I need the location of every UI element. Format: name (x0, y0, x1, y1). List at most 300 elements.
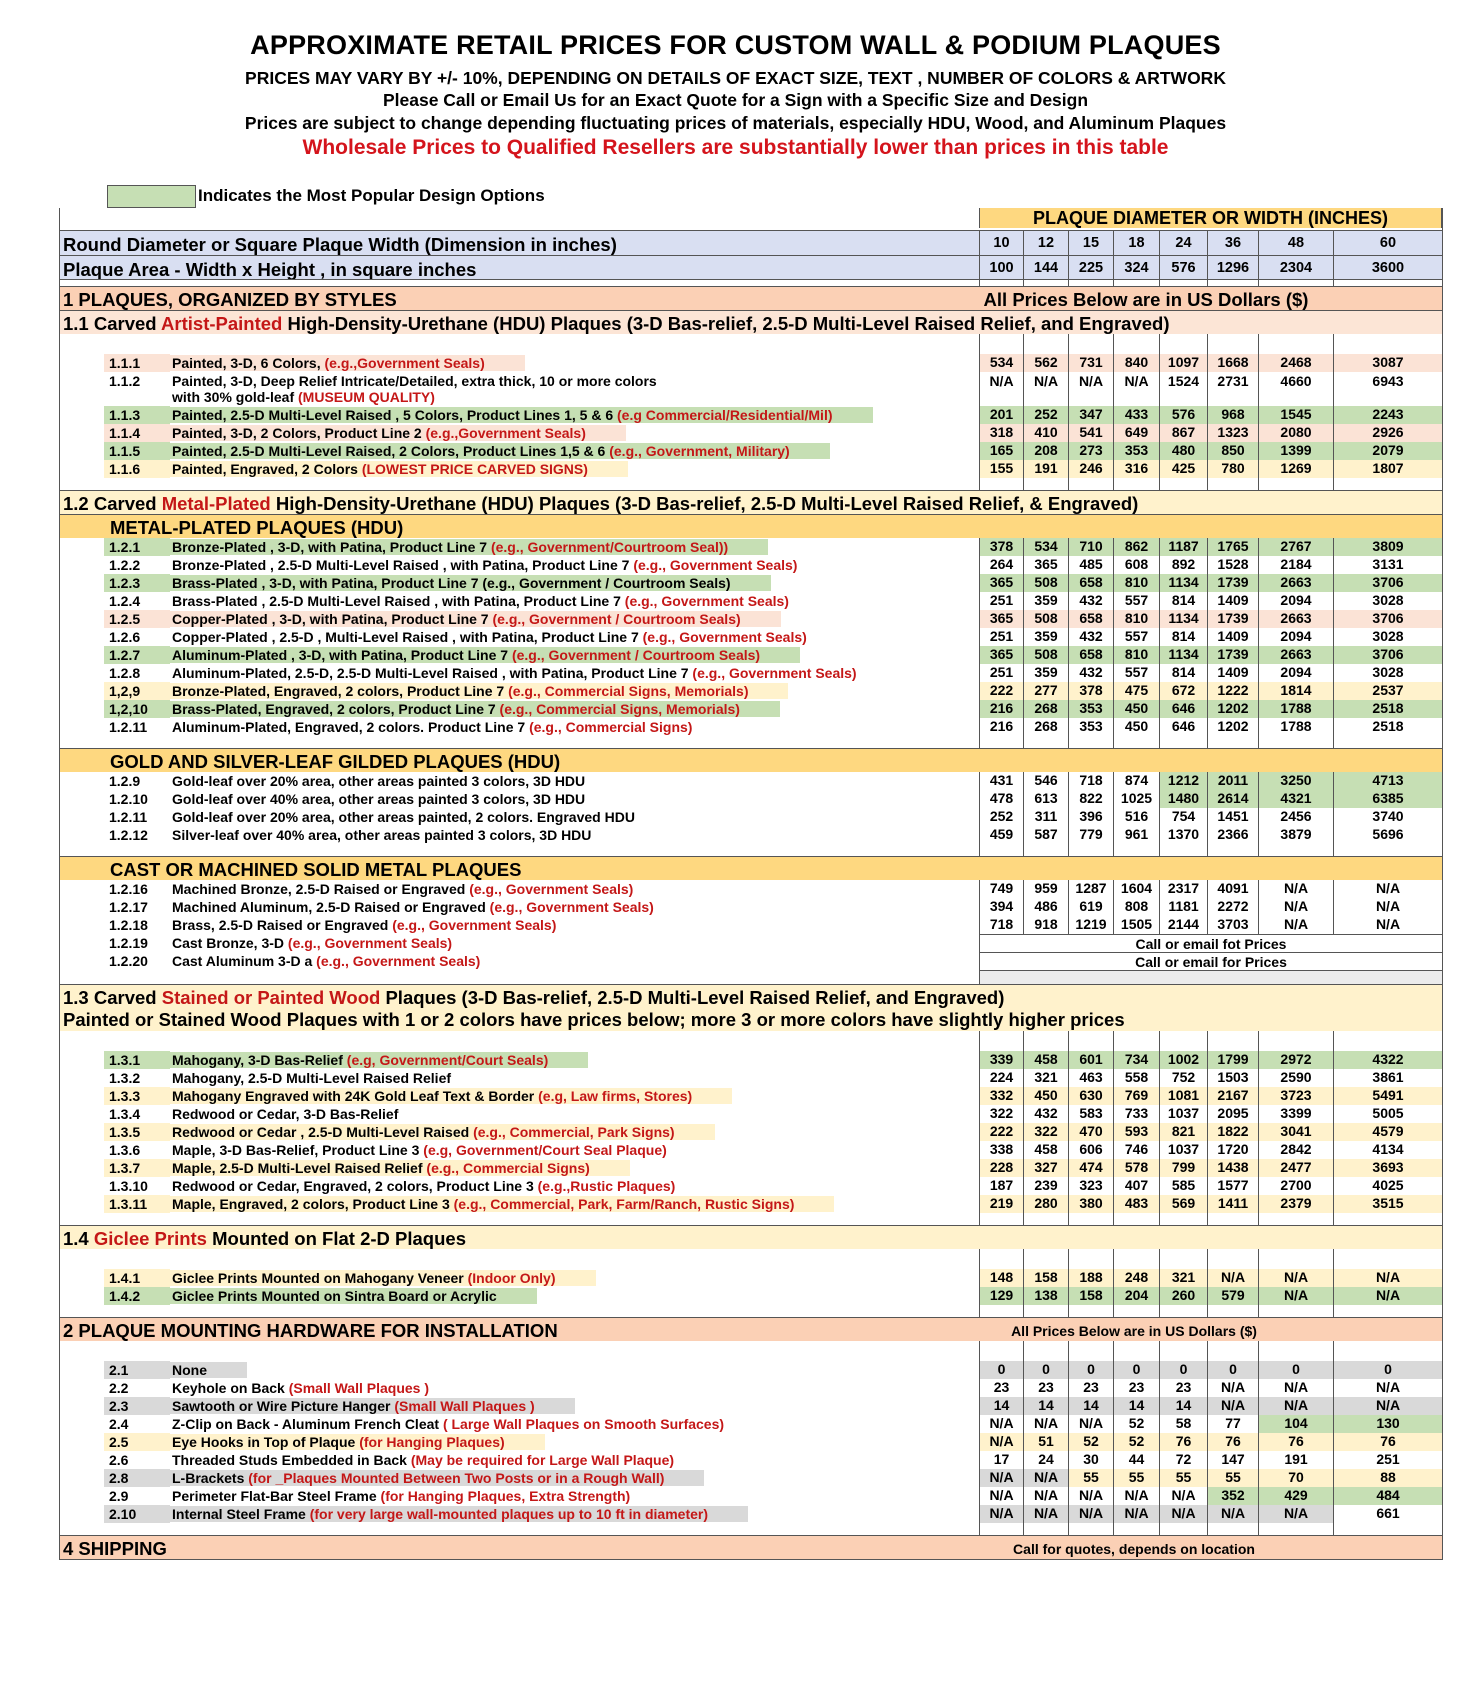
value-cells (979, 1451, 1442, 1469)
description-example: (e.g., Government Seals) (469, 881, 634, 897)
value-cells (979, 970, 1442, 984)
price-cell: 2379 (1258, 1195, 1333, 1213)
price-cell: 1269 (1258, 460, 1333, 478)
price-cell: 332 (979, 1087, 1023, 1105)
price-cell: 516 (1113, 808, 1159, 826)
price-cell: 821 (1159, 1123, 1207, 1141)
value-cells (979, 592, 1442, 610)
price-cell: 541 (1068, 424, 1113, 442)
description-text: Painted, 2.5-D Multi-Level Raised, 2 Colors, Product Lines 1,5 & 6 (172, 443, 610, 459)
spacer-row (60, 1031, 1442, 1051)
price-cell: 1505 (1113, 916, 1159, 934)
empty-cell (1068, 1031, 1113, 1051)
empty-cell (979, 1523, 1023, 1535)
empty-cell (979, 736, 1023, 748)
value-cells (979, 736, 1442, 748)
price-cell: 2537 (1333, 682, 1442, 700)
price-cell: 52 (1068, 1433, 1113, 1451)
table-row (60, 372, 1442, 406)
item-description (170, 827, 631, 843)
price-cell: 1134 (1159, 574, 1207, 592)
price-cell: N/A (1258, 1379, 1333, 1397)
value-cells (979, 1433, 1442, 1451)
price-cell: 2663 (1258, 610, 1333, 628)
empty-cell (979, 1305, 1023, 1317)
section-label (63, 313, 1170, 334)
empty-cell (1333, 1213, 1442, 1225)
item-code: 1.3.7 (109, 1160, 141, 1176)
price-cell: 378 (1068, 682, 1113, 700)
price-cell: 273 (1068, 442, 1113, 460)
description-text: Mahogany, 3-D Bas-Relief (172, 1052, 347, 1068)
price-cell: 746 (1113, 1141, 1159, 1159)
description-example: (e.g., Commercial, Park, Farm/Ranch, Rustic Signs) (453, 1196, 795, 1212)
empty-cell (1068, 1523, 1113, 1535)
price-cell: 658 (1068, 610, 1113, 628)
price-cell: 24 (1023, 1451, 1068, 1469)
item-code: 1.2.19 (109, 935, 148, 951)
price-cell: N/A (1258, 916, 1333, 934)
value-cells (979, 1051, 1442, 1069)
table-row (60, 826, 1442, 844)
price-cell: N/A (1258, 898, 1333, 916)
empty-cell (1068, 334, 1113, 354)
empty-cell (1333, 1341, 1442, 1361)
price-cell: 4660 (1258, 372, 1333, 406)
section-label-highlight: Giclee Prints (93, 1228, 207, 1249)
price-cell: 321 (1159, 1269, 1207, 1287)
price-cell: 0 (1113, 1361, 1159, 1379)
value-cells (979, 1195, 1442, 1213)
value-cells (979, 844, 1442, 856)
empty-cell (1207, 1523, 1258, 1535)
table-row (60, 442, 1442, 460)
description-text: Painted, 2.5-D Multi-Level Raised , 5 Colors, Product Lines 1, 5 & 6 (172, 407, 617, 423)
price-cell: 450 (1023, 1087, 1068, 1105)
value-cells (979, 1397, 1442, 1415)
price-cell: 433 (1113, 406, 1159, 424)
price-cell: 1822 (1207, 1123, 1258, 1141)
item-code: 2.10 (109, 1506, 137, 1522)
price-cell: N/A (1113, 1505, 1159, 1523)
table-row (60, 1269, 1442, 1287)
empty-cell (1113, 1523, 1159, 1535)
item-code: 1.2.5 (109, 611, 141, 627)
header-cell: 12 (1023, 231, 1068, 255)
price-cell: 246 (1068, 460, 1113, 478)
price-cell: N/A (1113, 372, 1159, 406)
price-cell: 52 (1113, 1415, 1159, 1433)
price-cell: 23 (1023, 1379, 1068, 1397)
empty-cell (979, 970, 1442, 984)
description-example: (e.g., Government Seals) (633, 557, 798, 573)
description-text: Aluminum-Plated, 2.5-D, 2.5-D Multi-Level Raised , with Patina, Product Line 7 (172, 665, 693, 681)
value-cells (979, 1141, 1442, 1159)
price-cell: 3861 (1333, 1069, 1442, 1087)
price-cell: 0 (1258, 1361, 1333, 1379)
price-cell: 138 (1023, 1287, 1068, 1305)
empty-cell (1159, 1031, 1207, 1051)
price-cell: 224 (979, 1069, 1023, 1087)
price-cell: N/A (979, 1505, 1023, 1523)
diameter-header-row (60, 208, 1442, 230)
item-code: 1.3.11 (109, 1196, 148, 1212)
item-description (170, 1288, 537, 1304)
price-cell: 2518 (1333, 700, 1442, 718)
header-cell: 36 (1207, 231, 1258, 255)
table-row (60, 1451, 1442, 1469)
subtitle-quote: Please Call or Email Us for an Exact Quote for a Sign with a Specific Size and Design (382, 90, 1089, 110)
section-1-1-header (60, 310, 1442, 334)
description-example: (e.g., Government Seals) (287, 935, 453, 951)
price-cell: 0 (1333, 1361, 1442, 1379)
price-cell: N/A (1023, 1469, 1068, 1487)
item-description (170, 1270, 596, 1286)
item-code: 2.1 (109, 1362, 129, 1378)
price-cell: 228 (979, 1159, 1023, 1177)
price-cell: N/A (1068, 1487, 1113, 1505)
price-cell: 23 (1113, 1379, 1159, 1397)
price-cell: 4321 (1258, 790, 1333, 808)
empty-cell (1023, 1305, 1068, 1317)
price-cell: 264 (979, 556, 1023, 574)
header-cell: 18 (1113, 231, 1159, 255)
price-cell: 672 (1159, 682, 1207, 700)
section-label-prefix: 1.3 Carved (63, 987, 162, 1008)
price-cell: 353 (1068, 700, 1113, 718)
price-cell: 1287 (1068, 880, 1113, 898)
empty-cell (1023, 1249, 1068, 1269)
call-for-prices: Call or email fot Prices (979, 934, 1442, 952)
table-row (60, 610, 1442, 628)
empty-cell (1068, 736, 1113, 748)
description-text: Giclee Prints Mounted on Sintra Board or Acrylic (172, 1288, 497, 1304)
price-cell: 710 (1068, 538, 1113, 556)
header-cell: 324 (1113, 256, 1159, 279)
description-text: Painted, 3-D, Deep Relief Intricate/Detailed, extra thick, 10 or more colors (172, 373, 657, 389)
header-cell: 225 (1068, 256, 1113, 279)
description-text: Cast Bronze, 3-D (172, 935, 288, 951)
section-label: 2 PLAQUE MOUNTING HARDWARE FOR INSTALLATION (63, 1320, 558, 1341)
price-cell: N/A (1333, 916, 1442, 934)
price-cell: 1134 (1159, 610, 1207, 628)
value-cells (979, 952, 1442, 970)
price-cell: N/A (979, 1487, 1023, 1505)
price-cell: N/A (1023, 372, 1068, 406)
section-label-highlight: Artist-Painted (161, 313, 283, 334)
price-cell: 569 (1159, 1195, 1207, 1213)
price-cell: 3706 (1333, 646, 1442, 664)
price-cell: 459 (979, 826, 1023, 844)
header-cell: 1296 (1207, 256, 1258, 279)
price-cell: 808 (1113, 898, 1159, 916)
price-cell: N/A (1207, 1505, 1258, 1523)
description-example: (e.g., Government Seals) (489, 899, 654, 915)
empty-cell (1333, 736, 1442, 748)
price-cell: 749 (979, 880, 1023, 898)
price-cell: N/A (1159, 1487, 1207, 1505)
item-code: 1.2.10 (109, 791, 148, 807)
value-cells (979, 1213, 1442, 1225)
empty-cell (1207, 1031, 1258, 1051)
price-cell: 58 (1159, 1415, 1207, 1433)
price-cell: 432 (1068, 592, 1113, 610)
price-cell: 3028 (1333, 592, 1442, 610)
legend-swatch (107, 185, 196, 208)
item-description (170, 1416, 764, 1432)
description-text: Gold-leaf over 20% area, other areas painted 3 colors, 3D HDU (172, 773, 586, 789)
price-cell: 959 (1023, 880, 1068, 898)
price-cell: 458 (1023, 1141, 1068, 1159)
description-text: Internal Steel Frame (172, 1506, 310, 1522)
price-cell: 222 (979, 682, 1023, 700)
description-text: Painted, 3-D, 2 Colors, Product Line 2 (172, 425, 426, 441)
table-row (60, 1433, 1442, 1451)
table-row (60, 574, 1442, 592)
item-code: 1.2.16 (109, 881, 148, 897)
price-cell: 407 (1113, 1177, 1159, 1195)
item-code: 1.3.6 (109, 1142, 141, 1158)
price-cell: 1037 (1159, 1141, 1207, 1159)
price-cell: 359 (1023, 628, 1068, 646)
item-code: 1.3.4 (109, 1106, 141, 1122)
table-row (60, 1287, 1442, 1305)
price-cell: 649 (1113, 424, 1159, 442)
description-example: (e.g.,Government Seals) (425, 425, 586, 441)
description-text: Redwood or Cedar, Engraved, 2 colors, Product Line 3 (172, 1178, 538, 1194)
price-cell: 148 (979, 1269, 1023, 1287)
item-description (170, 611, 781, 627)
price-cell: N/A (1333, 1287, 1442, 1305)
section-label-highlight: Metal-Plated (161, 493, 271, 514)
value-cells (979, 372, 1442, 406)
section-label-prefix: 1.1 Carved (63, 313, 162, 334)
price-cell: N/A (1023, 1505, 1068, 1523)
legend-text: Indicates the Most Popular Design Options (198, 186, 545, 205)
item-code: 1.1.5 (109, 443, 141, 459)
price-cell: N/A (1068, 1505, 1113, 1523)
empty-cell (1023, 1031, 1068, 1051)
price-cell: 365 (979, 574, 1023, 592)
price-cell: 3693 (1333, 1159, 1442, 1177)
price-cell: 201 (979, 406, 1023, 424)
price-cell: 1202 (1207, 700, 1258, 718)
description-text: Silver-leaf over 40% area, other areas painted 3 colors, 3D HDU (172, 827, 592, 843)
empty-cell (1333, 478, 1442, 490)
price-cell: 1668 (1207, 354, 1258, 372)
empty-cell (1258, 1031, 1333, 1051)
empty-cell (1159, 1249, 1207, 1269)
section-label-prefix: 1.4 (63, 1228, 94, 1249)
table-row (60, 354, 1442, 372)
price-cell: 2011 (1207, 772, 1258, 790)
price-cell: 961 (1113, 826, 1159, 844)
price-cell: 327 (1023, 1159, 1068, 1177)
price-cell: 76 (1258, 1433, 1333, 1451)
table-row (60, 1469, 1442, 1487)
description-example: (e.g, Government/Court Seals) (346, 1052, 549, 1068)
price-cell: 1222 (1207, 682, 1258, 700)
description-text: Keyhole on Back (172, 1380, 289, 1396)
empty-cell (1333, 844, 1442, 856)
description-example: (e.g.,Rustic Plaques) (537, 1178, 676, 1194)
description-text: Perimeter Flat-Bar Steel Frame (172, 1488, 381, 1504)
table-row (60, 1051, 1442, 1069)
area-row (60, 255, 1442, 280)
price-cell: 380 (1068, 1195, 1113, 1213)
item-description (170, 1398, 575, 1414)
price-cell: 0 (1207, 1361, 1258, 1379)
item-code: 2.3 (109, 1398, 129, 1414)
price-cell: 260 (1159, 1287, 1207, 1305)
price-cell: 425 (1159, 460, 1207, 478)
table-row (60, 916, 1442, 934)
value-cells (979, 1523, 1442, 1535)
description-example: (e.g., Commercial Signs) (426, 1160, 590, 1176)
value-cells (979, 1305, 1442, 1317)
value-cells (979, 406, 1442, 424)
price-cell: 216 (979, 700, 1023, 718)
value-cells (979, 718, 1442, 736)
price-cell: 222 (979, 1123, 1023, 1141)
empty-cell (1258, 1305, 1333, 1317)
price-cell: 14 (1023, 1397, 1068, 1415)
price-cell: 613 (1023, 790, 1068, 808)
item-description (170, 683, 788, 699)
value-cells (979, 1159, 1442, 1177)
empty-cell (979, 334, 1023, 354)
price-cell: 850 (1207, 442, 1258, 460)
item-description (170, 1124, 715, 1140)
price-cell: 0 (1159, 1361, 1207, 1379)
section-1-header (60, 286, 1442, 310)
price-cell: 268 (1023, 700, 1068, 718)
spacer-row (60, 844, 1442, 856)
empty-cell (1207, 1213, 1258, 1225)
header-cell: 15 (1068, 231, 1113, 255)
price-cell: 892 (1159, 556, 1207, 574)
description-example: (e.g., Government Seals) (392, 917, 557, 933)
section-note: All Prices Below are in US Dollars ($) (983, 289, 1309, 310)
price-cell: 1370 (1159, 826, 1207, 844)
price-cell: 396 (1068, 808, 1113, 826)
metal-plated-subheader (60, 514, 1442, 538)
price-cell: 76 (1333, 1433, 1442, 1451)
description-example: (for Hanging Plaques) (359, 1434, 505, 1450)
price-cell: 585 (1159, 1177, 1207, 1195)
table-row (60, 808, 1442, 826)
price-cell: 0 (979, 1361, 1023, 1379)
table-row (60, 646, 1442, 664)
empty-cell (1333, 1031, 1442, 1051)
price-cell: 353 (1068, 718, 1113, 736)
price-cell: 1739 (1207, 610, 1258, 628)
item-description (170, 557, 837, 573)
spacer-row (60, 1523, 1442, 1535)
price-cell: 619 (1068, 898, 1113, 916)
table-row (60, 1141, 1442, 1159)
description-example: (for very large wall-mounted plaques up to 10 ft in diameter) (309, 1506, 709, 1522)
price-table (59, 208, 1443, 1560)
description-example: (for _Plaques Mounted Between Two Posts or in a Rough Wall) (248, 1470, 665, 1486)
price-cell: 1480 (1159, 790, 1207, 808)
item-description (170, 1380, 469, 1396)
price-cell: 3250 (1258, 772, 1333, 790)
description-text: Maple, 2.5-D Multi-Level Raised Relief (172, 1160, 427, 1176)
empty-cell (1207, 1249, 1258, 1269)
item-code: 1.1.4 (109, 425, 141, 441)
section-2-header (60, 1317, 1442, 1341)
value-cells (979, 700, 1442, 718)
price-cell: 76 (1207, 1433, 1258, 1451)
price-cell: 316 (1113, 460, 1159, 478)
price-cell: 2243 (1333, 406, 1442, 424)
spacer-row (60, 736, 1442, 748)
price-cell: 769 (1113, 1087, 1159, 1105)
price-cell: 557 (1113, 664, 1159, 682)
description-highlight: (MUSEUM QUALITY) (298, 389, 435, 405)
price-cell: 4134 (1333, 1141, 1442, 1159)
description-example: (e.g., Commercial, Park Signs) (473, 1124, 675, 1140)
value-cells (979, 808, 1442, 826)
header-cell: 24 (1159, 231, 1207, 255)
price-cell: 450 (1113, 700, 1159, 718)
table-row (60, 952, 1442, 970)
price-cell: 365 (1023, 556, 1068, 574)
price-cell: 147 (1207, 1451, 1258, 1469)
item-code: 1.3.5 (109, 1124, 141, 1140)
price-cell: N/A (1207, 1397, 1258, 1415)
price-cell: 158 (1023, 1269, 1068, 1287)
price-cell: 480 (1159, 442, 1207, 460)
table-row (60, 424, 1442, 442)
item-description (170, 1070, 491, 1086)
price-cell: 2094 (1258, 664, 1333, 682)
price-cell: 734 (1113, 1051, 1159, 1069)
price-cell: 51 (1023, 1433, 1068, 1451)
section-1-4-header (60, 1225, 1442, 1249)
price-cell: 280 (1023, 1195, 1068, 1213)
price-cell: 2094 (1258, 592, 1333, 610)
price-cell: 583 (1068, 1105, 1113, 1123)
section-label-rest: Plaques (3-D Bas-relief, 2.5-D Multi-Level Raised Relief, and Engraved) (380, 987, 1005, 1008)
item-description (170, 953, 520, 969)
price-cell: 30 (1068, 1451, 1113, 1469)
value-cells (979, 1177, 1442, 1195)
price-cell: 508 (1023, 610, 1068, 628)
price-cell: 155 (979, 460, 1023, 478)
empty-cell (979, 478, 1023, 490)
section-label: 4 SHIPPING (63, 1538, 167, 1559)
item-description (170, 629, 847, 645)
section-label-rest: Mounted on Flat 2-D Plaques (206, 1228, 466, 1249)
price-cell: 311 (1023, 808, 1068, 826)
empty-cell (1159, 1523, 1207, 1535)
value-cells (979, 790, 1442, 808)
price-cell: 130 (1333, 1415, 1442, 1433)
table-row (60, 1195, 1442, 1213)
price-cell: 508 (1023, 574, 1068, 592)
price-cell: 77 (1207, 1415, 1258, 1433)
header-cell: 10 (979, 231, 1023, 255)
empty-cell (979, 1341, 1023, 1361)
price-cell: 646 (1159, 700, 1207, 718)
price-cell: 814 (1159, 592, 1207, 610)
description-text: Mahogany, 2.5-D Multi-Level Raised Relief (172, 1070, 452, 1086)
description-example: (May be required for Large Wall Plaque) (410, 1452, 675, 1468)
spacer-row (60, 1341, 1442, 1361)
item-description (170, 917, 596, 933)
